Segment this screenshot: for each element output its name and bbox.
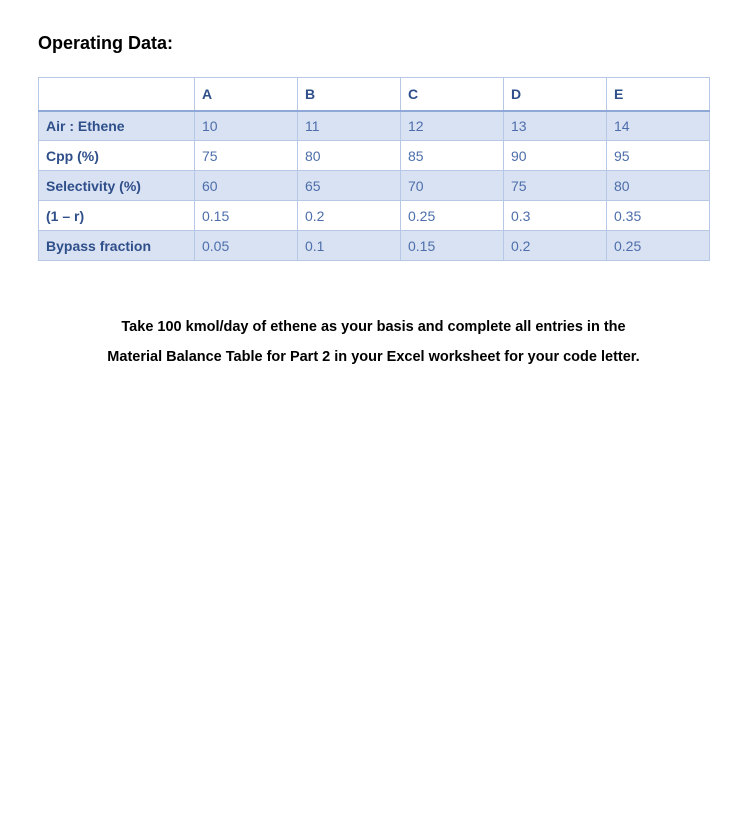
table-header-row — [39, 78, 710, 111]
table-cell: 75 — [504, 171, 607, 201]
table-cell: 0.15 — [195, 201, 298, 231]
table-cell: 14 — [607, 111, 710, 141]
table-cell: 85 — [401, 141, 504, 171]
table-cell: 0.1 — [298, 231, 401, 261]
table-row-bypass-fraction — [39, 231, 710, 261]
table-cell: 90 — [504, 141, 607, 171]
table-cell: 70 — [401, 171, 504, 201]
page-heading: Operating Data: — [38, 33, 174, 53]
table-cell: 80 — [298, 141, 401, 171]
operating-data-table — [38, 77, 710, 261]
table-cell: 0.2 — [298, 201, 401, 231]
instructions-line-1: Take 100 kmol/day of ethene as your basis and complete all entries in the — [121, 319, 626, 335]
table-cell: 0.05 — [195, 231, 298, 261]
table-cell: 13 — [504, 111, 607, 141]
table-cell: 60 — [195, 171, 298, 201]
table-row-air-ethene — [39, 111, 710, 141]
instructions-paragraph — [30, 312, 717, 372]
table-cell: 0.2 — [504, 231, 607, 261]
table-cell: 0.35 — [607, 201, 710, 231]
table-cell: 10 — [195, 111, 298, 141]
table-cell: 0.3 — [504, 201, 607, 231]
column-header-c: C — [401, 78, 504, 111]
table-cell: 65 — [298, 171, 401, 201]
row-label: Bypass fraction — [39, 231, 195, 261]
table-corner-cell — [39, 78, 195, 111]
table-cell: 95 — [607, 141, 710, 171]
row-label: Cpp (%) — [39, 141, 195, 171]
row-label: (1 – r) — [39, 201, 195, 231]
column-header-d: D — [504, 78, 607, 111]
table-cell: 0.25 — [607, 231, 710, 261]
table-cell: 75 — [195, 141, 298, 171]
table-cell: 80 — [607, 171, 710, 201]
table-row-cpp — [39, 141, 710, 171]
column-header-a: A — [195, 78, 298, 111]
table-cell: 0.25 — [401, 201, 504, 231]
table-row-selectivity — [39, 171, 710, 201]
table-cell: 11 — [298, 111, 401, 141]
table-cell: 0.15 — [401, 231, 504, 261]
row-label: Air : Ethene — [39, 111, 195, 141]
column-header-e: E — [607, 78, 710, 111]
column-header-b: B — [298, 78, 401, 111]
table-cell: 12 — [401, 111, 504, 141]
table-row-one-minus-r — [39, 201, 710, 231]
instructions-line-2: Material Balance Table for Part 2 in your Excel worksheet for your code letter. — [107, 349, 640, 365]
row-label: Selectivity (%) — [39, 171, 195, 201]
